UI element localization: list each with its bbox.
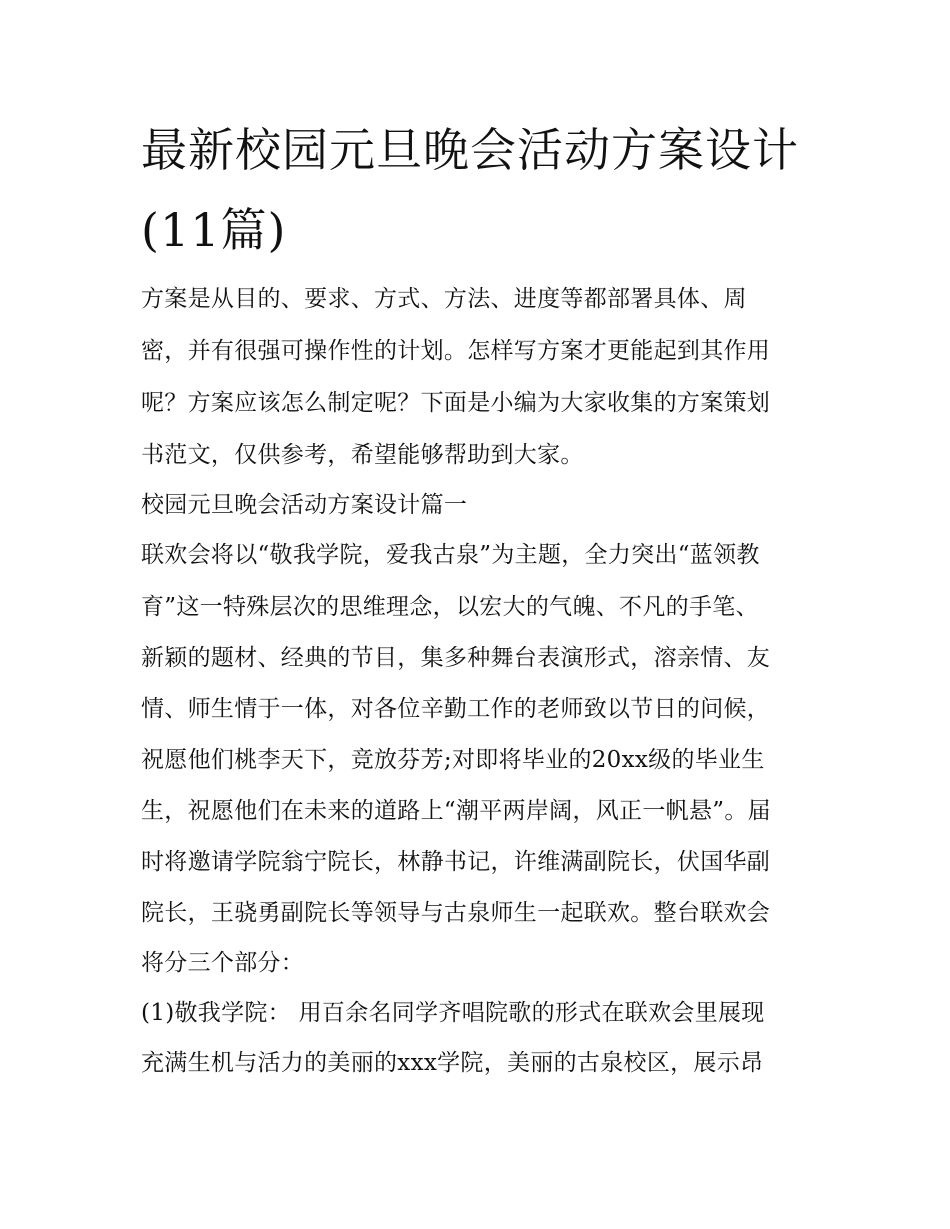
- paragraph-line: 呢？方案应该怎么制定呢？下面是小编为大家收集的方案策划: [141, 390, 771, 416]
- paragraph-line: 院长，王骁勇副院长等领导与古泉师生一起联欢。整台联欢会: [141, 900, 771, 926]
- paragraph-line: 联欢会将以“敬我学院，爱我古泉”为主题，全力突出“蓝领教: [141, 542, 760, 568]
- paragraph-line: 情、师生情于一体，对各位辛勤工作的老师致以节日的问候，: [141, 696, 771, 722]
- paragraph-line: 新颖的题材、经典的节目，集多种舞台表演形式，溶亲情、友: [141, 645, 771, 671]
- paragraph-line: 方案是从目的、要求、方式、方法、进度等都部署具体、周: [141, 286, 747, 312]
- section-heading: 校园元旦晚会活动方案设计篇一: [141, 492, 468, 518]
- paragraph-line: 将分三个部分：: [141, 950, 305, 976]
- paragraph-line: 书范文，仅供参考，希望能够帮助到大家。: [141, 442, 584, 468]
- document-title: 最新校园元旦晚会活动方案设计(11篇): [141, 123, 799, 257]
- list-item: (1)敬我学院： 用百余名同学齐唱院歌的形式在联欢会里展现: [141, 1000, 765, 1026]
- paragraph-line: 祝愿他们桃李天下，竞放芬芳;对即将毕业的20xx级的毕业生: [141, 747, 765, 773]
- paragraph-line: 生，祝愿他们在未来的道路上“潮平两岸阔，风正一帆悬”。届: [141, 798, 771, 824]
- paragraph-line: 充满生机与活力的美丽的xxx学院，美丽的古泉校区，展示昂: [141, 1050, 764, 1076]
- paragraph-line: 育”这一特殊层次的思维理念，以宏大的气魄、不凡的手笔、: [141, 594, 759, 620]
- paragraph-line: 密，并有很强可操作性的计划。怎样写方案才更能起到其作用: [141, 338, 771, 364]
- paragraph-line: 时将邀请学院翁宁院长，林静书记，许维满副院长，伏国华副: [141, 849, 771, 875]
